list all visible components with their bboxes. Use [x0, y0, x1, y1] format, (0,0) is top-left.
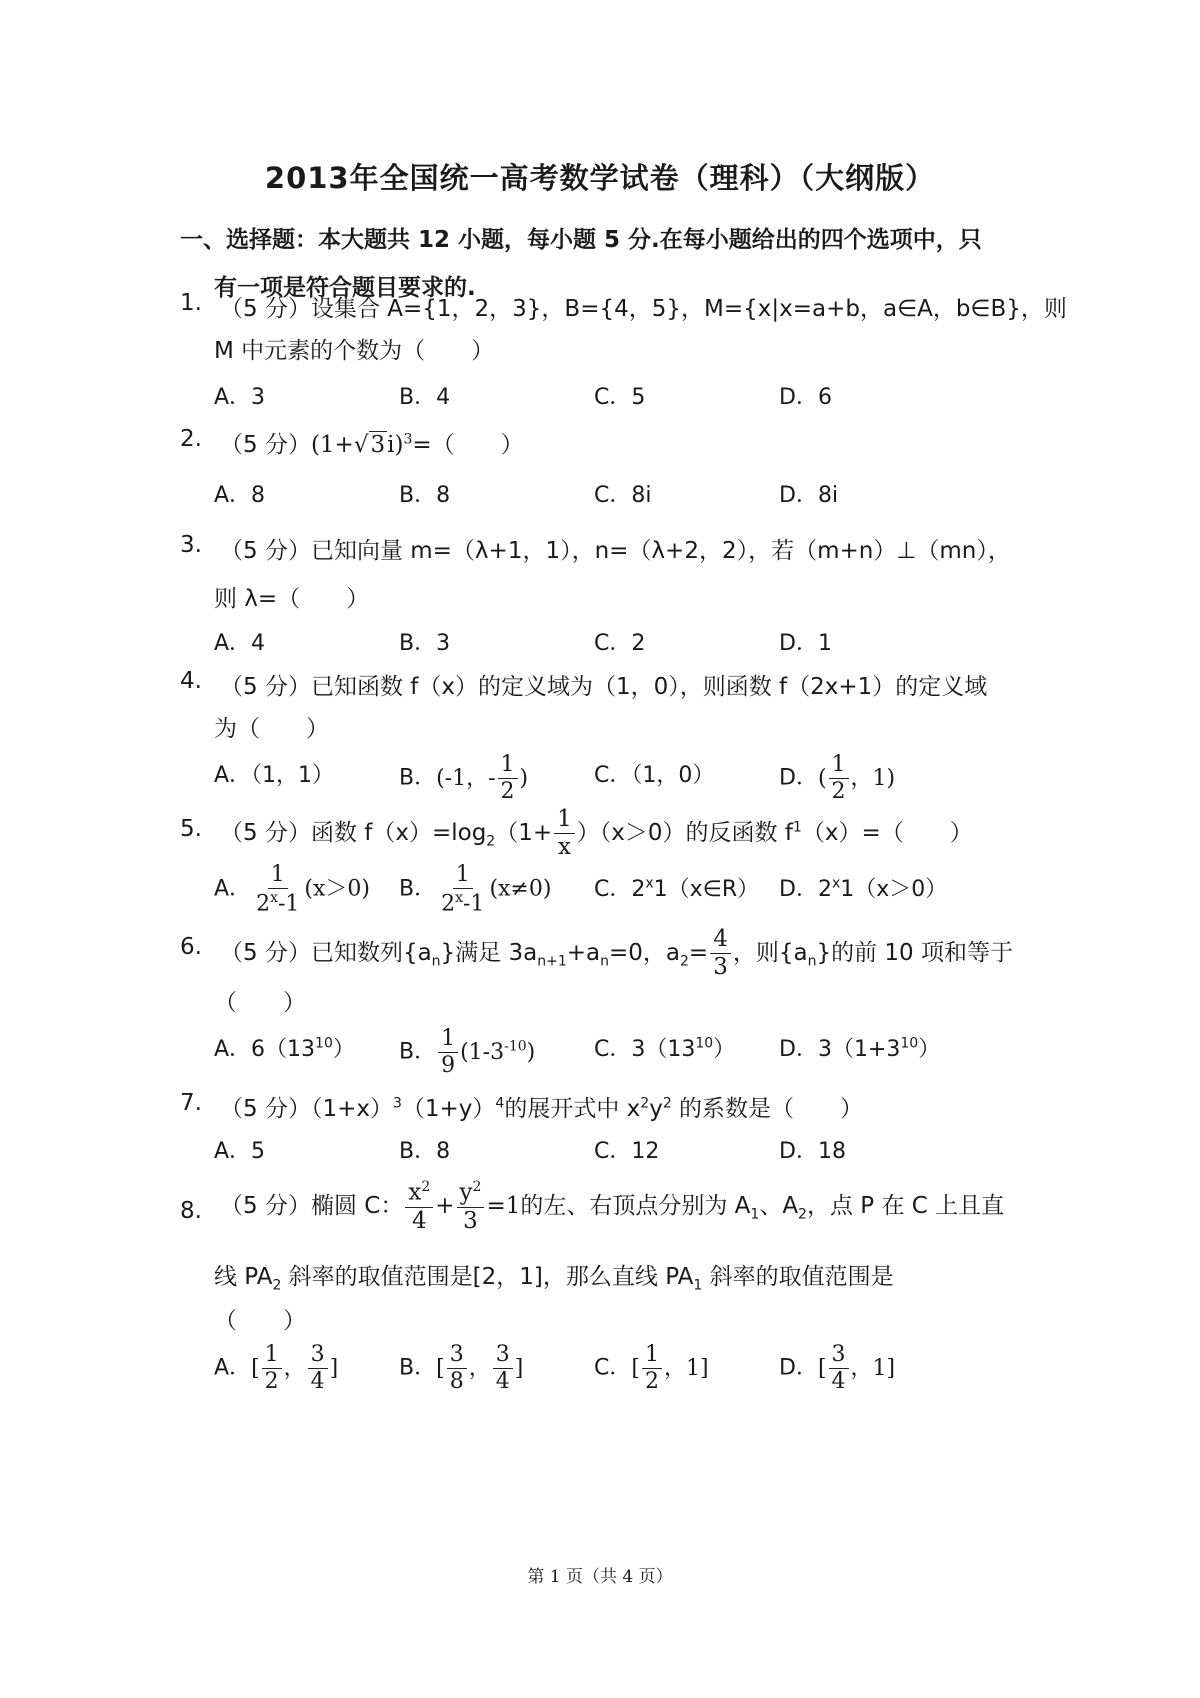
- question-stem: （5 分）设集合 A={1，2，3}，B={4，5}，M={x|x=a+b，a∈A，b∈B}，则: [220, 296, 1067, 322]
- options: [214, 862, 1034, 917]
- question-stem-cont: （ ）: [214, 990, 306, 1016]
- option-a: A．5: [214, 1139, 266, 1164]
- question-number: 3.: [180, 532, 202, 558]
- question-stem: （5 分）已知向量 m=（λ+1，1），n=（λ+2，2），若（m+n）⊥（mn），: [220, 538, 1011, 564]
- option-a: A．3: [214, 385, 266, 410]
- question-stem-cont: M 中元素的个数为（ ）: [214, 338, 495, 364]
- question-stem-cont-2: （ ）: [214, 1308, 306, 1334]
- option-d: D．$3(1+3^{10})$: [779, 1035, 941, 1062]
- question-stem: （5 分）函数 $f(x)=\log_2(1+$ $\frac{1}{x}$ ）（x＞0）的反函数 $f^1(x)=$（ ）: [220, 806, 973, 860]
- option-d: D．18: [779, 1139, 846, 1164]
- option-b: B．(-1，- $\frac{1}{2}$ ): [399, 752, 529, 804]
- options: [214, 1134, 1034, 1174]
- option-c: C．（1，0）: [594, 763, 715, 788]
- option-c: C．[ $\frac{1}{2}$ ，1]: [594, 1342, 709, 1394]
- question-number: 4.: [180, 668, 202, 694]
- section-line-1: 一、选择题：本大题共 12 小题，每小题 5 分.在每小题给出的四个选项中，只: [180, 227, 982, 253]
- question-stem-cont: 为（ ）: [214, 716, 329, 742]
- question-stem: （5 分）椭圆 C： $\frac{x^2}{4}$ + $\frac{y^2}{3}$ =1的左、右顶点分别为 $A_1$、$A_2$，点 P 在 C 上且直: [220, 1179, 1005, 1234]
- options: [214, 1342, 1034, 1394]
- question-number: 2.: [180, 426, 202, 452]
- option-b: B．3: [399, 631, 451, 656]
- question-stem: （5 分）$(1+√3i)^3=$（ ）: [220, 431, 524, 458]
- option-b: B．8: [399, 483, 451, 508]
- question-stem: （5 分）$(1+x)^3(1+y)^4$的展开式中 $x^2y^2$ 的系数是（ ）: [220, 1095, 864, 1122]
- option-a: A．$6(13^{10})$: [214, 1035, 355, 1062]
- page-title: 2013年全国统一高考数学试卷（理科）（大纲版）: [264, 161, 936, 195]
- options: [214, 626, 1034, 666]
- question-number: 1.: [180, 290, 202, 316]
- page-footer: 第 1 页（共 4 页）: [527, 1567, 673, 1587]
- option-a: A．（1，1）: [214, 763, 335, 788]
- question-number: 6.: [180, 934, 202, 960]
- option-d: D．6: [779, 385, 832, 410]
- question-stem: （5 分）已知数列$\{a_n\}$满足 $3a_{n+1}+a_n=0$，$a_2=$ $\frac{4}{3}$ ，则$\{a_n\}$的前 10 项和等于: [220, 926, 1013, 980]
- option-d: D．$2^x1(x>0)$: [779, 875, 948, 902]
- option-a: A．8: [214, 483, 266, 508]
- option-b: B． $\frac{1}{2^x-1}$ (x≠0): [399, 862, 552, 917]
- option-c: C．2: [594, 631, 646, 656]
- option-b: B．8: [399, 1139, 451, 1164]
- option-c: C．$3(13^{10})$: [594, 1035, 736, 1062]
- option-b: B．[ $\frac{3}{8}$ ， $\frac{3}{4}$ ]: [399, 1342, 524, 1394]
- question-stem: （5 分）已知函数 f（x）的定义域为（1，0），则函数 f（2x+1）的定义域: [220, 674, 988, 700]
- option-d: D．( $\frac{1}{2}$ ，1): [779, 752, 896, 804]
- option-a: A．[ $\frac{1}{2}$ ， $\frac{3}{4}$ ]: [214, 1342, 339, 1394]
- options: [214, 478, 1034, 518]
- option-a: A．4: [214, 631, 266, 656]
- option-d: D．[ $\frac{3}{4}$ ，1]: [779, 1342, 896, 1394]
- question-number: 5.: [180, 816, 202, 842]
- question-number: 7.: [180, 1090, 202, 1116]
- option-d: D．1: [779, 631, 832, 656]
- option-b: B． $\frac{1}{9}$ $(1-3^{-10})$: [399, 1026, 536, 1078]
- options: [214, 1026, 1034, 1078]
- section-line-2: 有一项是符合题目要求的.: [214, 275, 476, 301]
- option-c: C．2$^x$1（x∈R）: [594, 875, 760, 902]
- options: [214, 380, 1034, 420]
- complex-expression: $(1+√3i)^3$: [310, 431, 413, 458]
- option-c: C．12: [594, 1139, 660, 1164]
- option-c: C．5: [594, 385, 646, 410]
- option-b: B．4: [399, 385, 451, 410]
- question-number: 8.: [180, 1198, 202, 1224]
- question-stem-cont: 则 λ=（ ）: [214, 586, 370, 612]
- options: [214, 752, 1034, 804]
- option-a: A． $\frac{1}{2^x-1}$ (x＞0): [214, 862, 370, 917]
- question-stem-cont: 线 $PA_2$ 斜率的取值范围是[2，1]，那么直线 $PA_1$ 斜率的取值范围是: [214, 1264, 894, 1294]
- option-c: C．8i: [594, 483, 652, 508]
- option-d: D．8i: [779, 483, 839, 508]
